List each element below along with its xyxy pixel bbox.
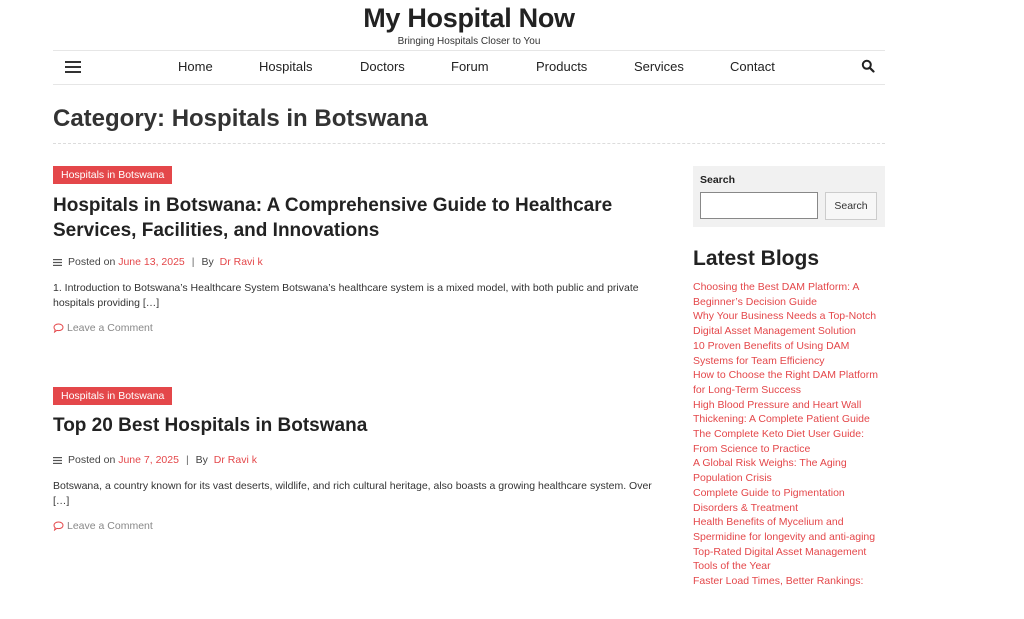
blog-link[interactable]: Top-Rated Digital Asset Management Tools of the Year: [693, 545, 867, 573]
post-date[interactable]: June 13, 2025: [118, 256, 185, 268]
search-widget: [693, 166, 885, 227]
latest-blogs-heading: Latest Blogs: [693, 247, 820, 270]
post-author[interactable]: Dr Ravi k: [213, 454, 257, 466]
nav-item-services[interactable]: Services: [634, 59, 684, 74]
post-excerpt: 1. Introduction to Botswana’s Healthcare System Botswana’s healthcare system is a mixed model, with both public and private hospitals providing […]: [53, 282, 639, 309]
speech-bubble-icon: [53, 323, 64, 333]
post-excerpt: Botswana, a country known for its vast deserts, wildlife, and rich cultural heritage, also boasts a growing healthcare system. Over […]: [53, 480, 652, 507]
nav-item-hospitals[interactable]: Hospitals: [259, 59, 313, 74]
nav-item-contact[interactable]: Contact: [730, 59, 775, 74]
category-badge[interactable]: Hospitals in Botswana: [53, 387, 172, 405]
leave-comment-label: Leave a Comment: [67, 520, 153, 532]
blog-link[interactable]: 10 Proven Benefits of Using DAM Systems for Team Efficiency: [693, 339, 850, 367]
blog-link[interactable]: Complete Guide to Pigmentation Disorders & Treatment: [693, 486, 845, 514]
search-label: Search: [700, 174, 736, 186]
blog-link[interactable]: How to Choose the Right DAM Platform for Long-Term Success: [693, 369, 878, 396]
category-badge[interactable]: Hospitals in Botswana: [53, 166, 172, 184]
blog-link[interactable]: Health Benefits of Mycelium and Spermidine for longevity and anti-aging: [693, 516, 876, 543]
blog-link[interactable]: Faster Load Times, Better Rankings:: [693, 575, 864, 588]
nav-item-forum[interactable]: Forum: [451, 59, 489, 74]
speech-bubble-icon: [53, 521, 64, 531]
meta-separator: |: [191, 256, 195, 268]
posted-on-label: Posted on: [68, 256, 116, 268]
hamburger-menu-icon[interactable]: [65, 61, 81, 73]
title-divider: [53, 143, 885, 144]
page-title: Category: Hospitals in Botswana: [53, 105, 428, 132]
search-icon[interactable]: [861, 59, 875, 73]
main-navigation: [53, 50, 885, 85]
by-label: By: [195, 454, 208, 466]
blog-link[interactable]: Why Your Business Needs a Top-Notch Digital Asset Management Solution: [693, 310, 877, 338]
blog-link[interactable]: High Blood Pressure and Heart Wall Thickening: A Complete Patient Guide: [693, 398, 870, 426]
posted-on-label: Posted on: [68, 454, 116, 466]
nav-item-products[interactable]: Products: [536, 59, 588, 74]
blog-link[interactable]: The Complete Keto Diet User Guide: From Science to Practice: [693, 428, 864, 455]
blog-link[interactable]: Choosing the Best DAM Platform: A Beginner’s Decision Guide: [693, 281, 859, 308]
list-lines-icon: [53, 259, 62, 266]
search-button[interactable]: Search: [825, 192, 877, 220]
by-label: By: [201, 256, 214, 268]
nav-item-doctors[interactable]: Doctors: [360, 59, 405, 74]
list-lines-icon: [53, 457, 62, 464]
leave-comment-link[interactable]: [53, 520, 153, 532]
latest-blogs-list: [693, 280, 888, 589]
blog-link[interactable]: A Global Risk Weighs: The Aging Population Crisis: [693, 457, 847, 485]
post-title[interactable]: Top 20 Best Hospitals in Botswana: [53, 415, 368, 436]
site-title[interactable]: My Hospital Now: [363, 3, 575, 33]
leave-comment-label: Leave a Comment: [67, 322, 153, 334]
search-input[interactable]: [700, 192, 818, 219]
leave-comment-link[interactable]: [53, 322, 153, 334]
post-date[interactable]: June 7, 2025: [118, 454, 179, 466]
meta-separator: |: [185, 454, 189, 466]
post-meta: [53, 256, 263, 268]
site-tagline: Bringing Hospitals Closer to You: [397, 36, 541, 47]
nav-item-home[interactable]: Home: [178, 59, 213, 74]
post-meta: [53, 454, 257, 466]
post-title[interactable]: Hospitals in Botswana: A Comprehensive Guide to Healthcare Services, Facilities, and Innovations: [53, 195, 613, 241]
post-author[interactable]: Dr Ravi k: [219, 256, 263, 268]
